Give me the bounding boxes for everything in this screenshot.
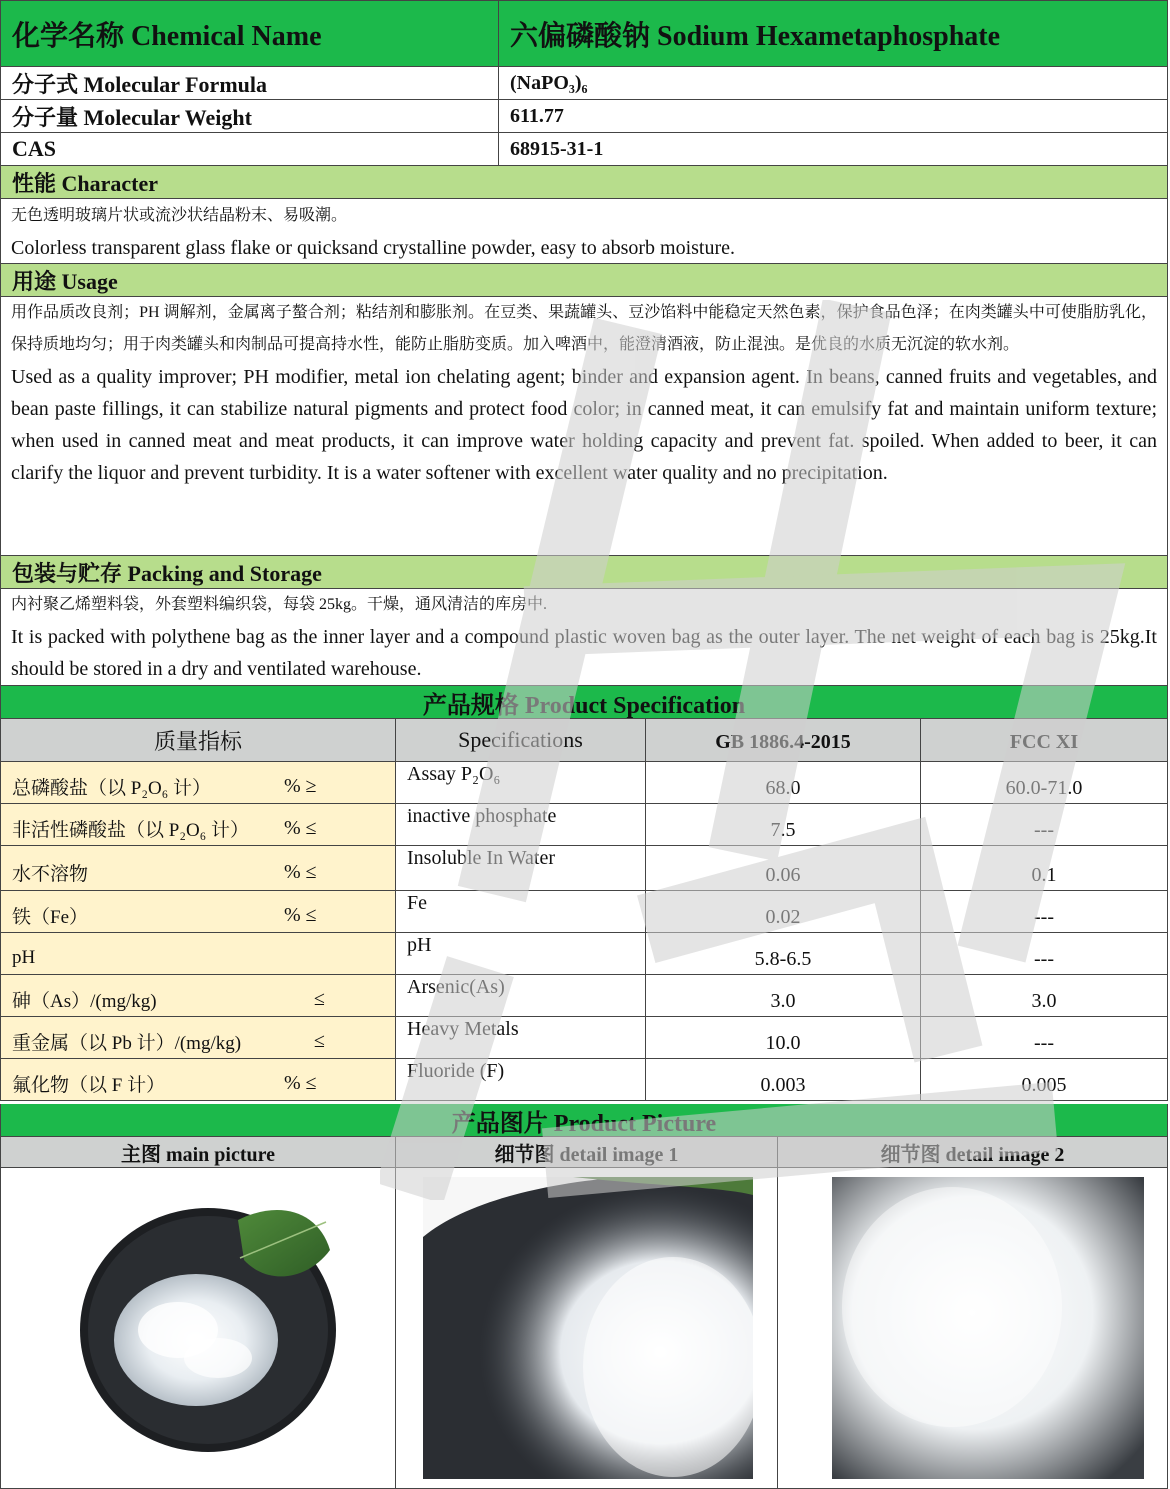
cas-row	[0, 133, 1168, 166]
spec-quality-cell	[1, 1059, 396, 1100]
info-value: (NaPO₃)₆	[510, 71, 588, 94]
spec-quality-name: 非活性磷酸盐（以 P₂O₆ 计）	[12, 820, 250, 841]
detail-image-1	[423, 1177, 753, 1479]
spec-gb-value: 0.003	[646, 1059, 921, 1100]
spec-fcc-value: ---	[1034, 819, 1054, 841]
spec-header-row	[0, 719, 1168, 762]
spec-fcc-value: 60.0-71.0	[1005, 777, 1083, 799]
chemical-name-row	[0, 0, 1168, 67]
chemical-name-label: 化学名称 Chemical Name	[1, 1, 499, 66]
section-title: 性能 Character	[12, 170, 159, 196]
spec-fcc-value: ---	[1034, 948, 1054, 970]
spec-quality-name: 重金属（以 Pb 计）/(mg/kg)	[12, 1033, 242, 1054]
spec-specification-cell: Insoluble In Water	[396, 846, 646, 890]
spec-quality-cell	[1, 762, 396, 803]
info-value: 611.77	[510, 104, 564, 127]
chemical-name-value: 六偏磷酸钠 Sodium Hexametaphosphate	[510, 20, 1001, 52]
spec-header-quality: 质量指标	[1, 719, 396, 761]
section-title: 包装与贮存 Packing and Storage	[12, 560, 322, 586]
usage-text	[0, 297, 1168, 556]
spec-specification-cell: Fluoride (F)	[396, 1059, 646, 1100]
packing-text	[0, 589, 1168, 686]
spec-row	[0, 1059, 1168, 1101]
info-label: 分子式 Molecular Formula	[1, 67, 499, 99]
spec-gb-value: 68.0	[646, 762, 921, 803]
spec-quality-name: 总磷酸盐（以 P₂O₆ 计）	[12, 778, 212, 799]
spec-specification-cell: pH	[396, 933, 646, 974]
picture-caption-row	[0, 1137, 1168, 1168]
info-value: 68915-31-1	[510, 137, 604, 160]
main-picture	[68, 1190, 350, 1460]
character-text	[0, 199, 1168, 264]
usage-cn: 用作品质改良剂；PH 调解剂，金属离子螯合剂；粘结剂和膨胀剂。在豆类、果蔬罐头、豆沙馅料中能稳定天然色素，保护食品色泽；在肉类罐头中可使脂肪乳化，保持质地均匀；用于肉类罐头和肉制品可提高持水性，能防止脂肪变质。加入啤酒中，能澄清酒液，防止混浊。是优良的水质无沉淀的软水剂。	[11, 304, 1157, 353]
spec-quality-cell	[1, 933, 396, 974]
spec-header-specifications: Specifications	[396, 719, 646, 761]
spec-gb-value: 7.5	[646, 804, 921, 845]
spec-quality-name: pH	[12, 946, 36, 968]
packing-cn: 内衬聚乙烯塑料袋，外套塑料编织袋，每袋 25kg。干燥，通风清洁的库房中.	[11, 596, 548, 613]
spec-gb-value: 0.06	[646, 846, 921, 890]
usage-section-title	[0, 264, 1168, 297]
info-label: CAS	[1, 133, 499, 165]
character-section-title	[0, 166, 1168, 199]
packing-en: It is packed with polythene bag as the inner layer and a compound plastic woven bag as the outer layer. The net weight of each bag is 25kg.It should be stored in a dry and ventilated warehouse.	[11, 626, 1157, 680]
molecular-weight-row	[0, 100, 1168, 133]
packing-section-title	[0, 556, 1168, 589]
spec-quality-unit: % ≤	[284, 860, 317, 883]
spec-quality-name: 铁（Fe）	[12, 907, 89, 928]
spec-quality-unit: ≤	[314, 1030, 325, 1052]
spec-header-fcc: FCC XI	[1009, 730, 1079, 753]
caption-detail-image-2: 细节图 detail image 2	[880, 1143, 1065, 1166]
info-label: 分子量 Molecular Weight	[1, 100, 499, 132]
character-en: Colorless transparent glass flake or quicksand crystalline powder, easy to absorb moisture.	[11, 237, 736, 259]
caption-main-picture: 主图 main picture	[1, 1137, 396, 1167]
section-title: 产品规格 Product Specification	[422, 692, 746, 719]
usage-en: Used as a quality improver; PH modifier, metal ion chelating agent; binder and expansion agent. In beans, canned fruits and vegetables, and bean paste fillings, it can stabilize natural pigments and protect food color; in canned meat, it can emulsify fat and maintain uniform texture; when used in canned meat and meat products, it can improve water holding capacity and prevent fat. spoiled. When added to beer, it can clarify the liquor and prevent turbidity. It is a water softener with excellent water quality and no precipitation.	[11, 366, 1157, 484]
picture-section-title	[0, 1104, 1168, 1137]
spec-fcc-value: 3.0	[1031, 990, 1057, 1012]
spec-quality-name: 砷（As）/(mg/kg)	[12, 991, 157, 1012]
caption-detail-image-1: 细节图 detail image 1	[396, 1137, 778, 1167]
spec-row	[0, 804, 1168, 846]
spec-fcc-value: ---	[1034, 1032, 1054, 1054]
spec-fcc-value: ---	[1034, 906, 1054, 928]
spec-row	[0, 1017, 1168, 1059]
spec-gb-value: 5.8-6.5	[646, 933, 921, 974]
spec-specification-cell: Fe	[396, 891, 646, 932]
spec-quality-unit: % ≤	[284, 817, 317, 839]
spec-specification-cell: Assay P₂O₆	[396, 762, 646, 803]
spec-specification-cell: Arsenic(As)	[396, 975, 646, 1016]
spec-row	[0, 933, 1168, 975]
spec-quality-unit: % ≤	[284, 904, 317, 926]
spec-row	[0, 846, 1168, 891]
spec-row	[0, 762, 1168, 804]
spec-quality-cell	[1, 804, 396, 845]
character-cn: 无色透明玻璃片状或流沙状结晶粉末、易吸潮。	[11, 207, 348, 224]
spec-quality-name: 氟化物（以 F 计）	[12, 1075, 166, 1096]
spec-quality-cell	[1, 975, 396, 1016]
detail-image-2	[832, 1177, 1144, 1479]
spec-fcc-value: 0.1	[1031, 864, 1057, 886]
spec-quality-cell	[1, 1017, 396, 1058]
spec-quality-cell	[1, 891, 396, 932]
spec-quality-unit: % ≥	[284, 775, 317, 797]
spec-quality-cell	[1, 846, 396, 890]
spec-specification-cell: Heavy Metals	[396, 1017, 646, 1058]
spec-specification-cell: inactive phosphate	[396, 804, 646, 845]
spec-row	[0, 891, 1168, 933]
spec-fcc-value: 0.005	[1021, 1074, 1067, 1096]
spec-gb-value: 3.0	[646, 975, 921, 1016]
section-title: 产品图片 Product Picture	[451, 1110, 717, 1137]
spec-section-title	[0, 686, 1168, 719]
spec-row	[0, 975, 1168, 1017]
section-title: 用途 Usage	[12, 268, 118, 294]
molecular-formula-row	[0, 67, 1168, 100]
spec-header-gb: GB 1886.4-2015	[646, 719, 921, 761]
spec-gb-value: 0.02	[646, 891, 921, 932]
spec-quality-unit: % ≤	[284, 1072, 317, 1094]
spec-quality-unit: ≤	[314, 988, 325, 1010]
spec-gb-value: 10.0	[646, 1017, 921, 1058]
spec-quality-name: 水不溶物	[12, 863, 89, 885]
